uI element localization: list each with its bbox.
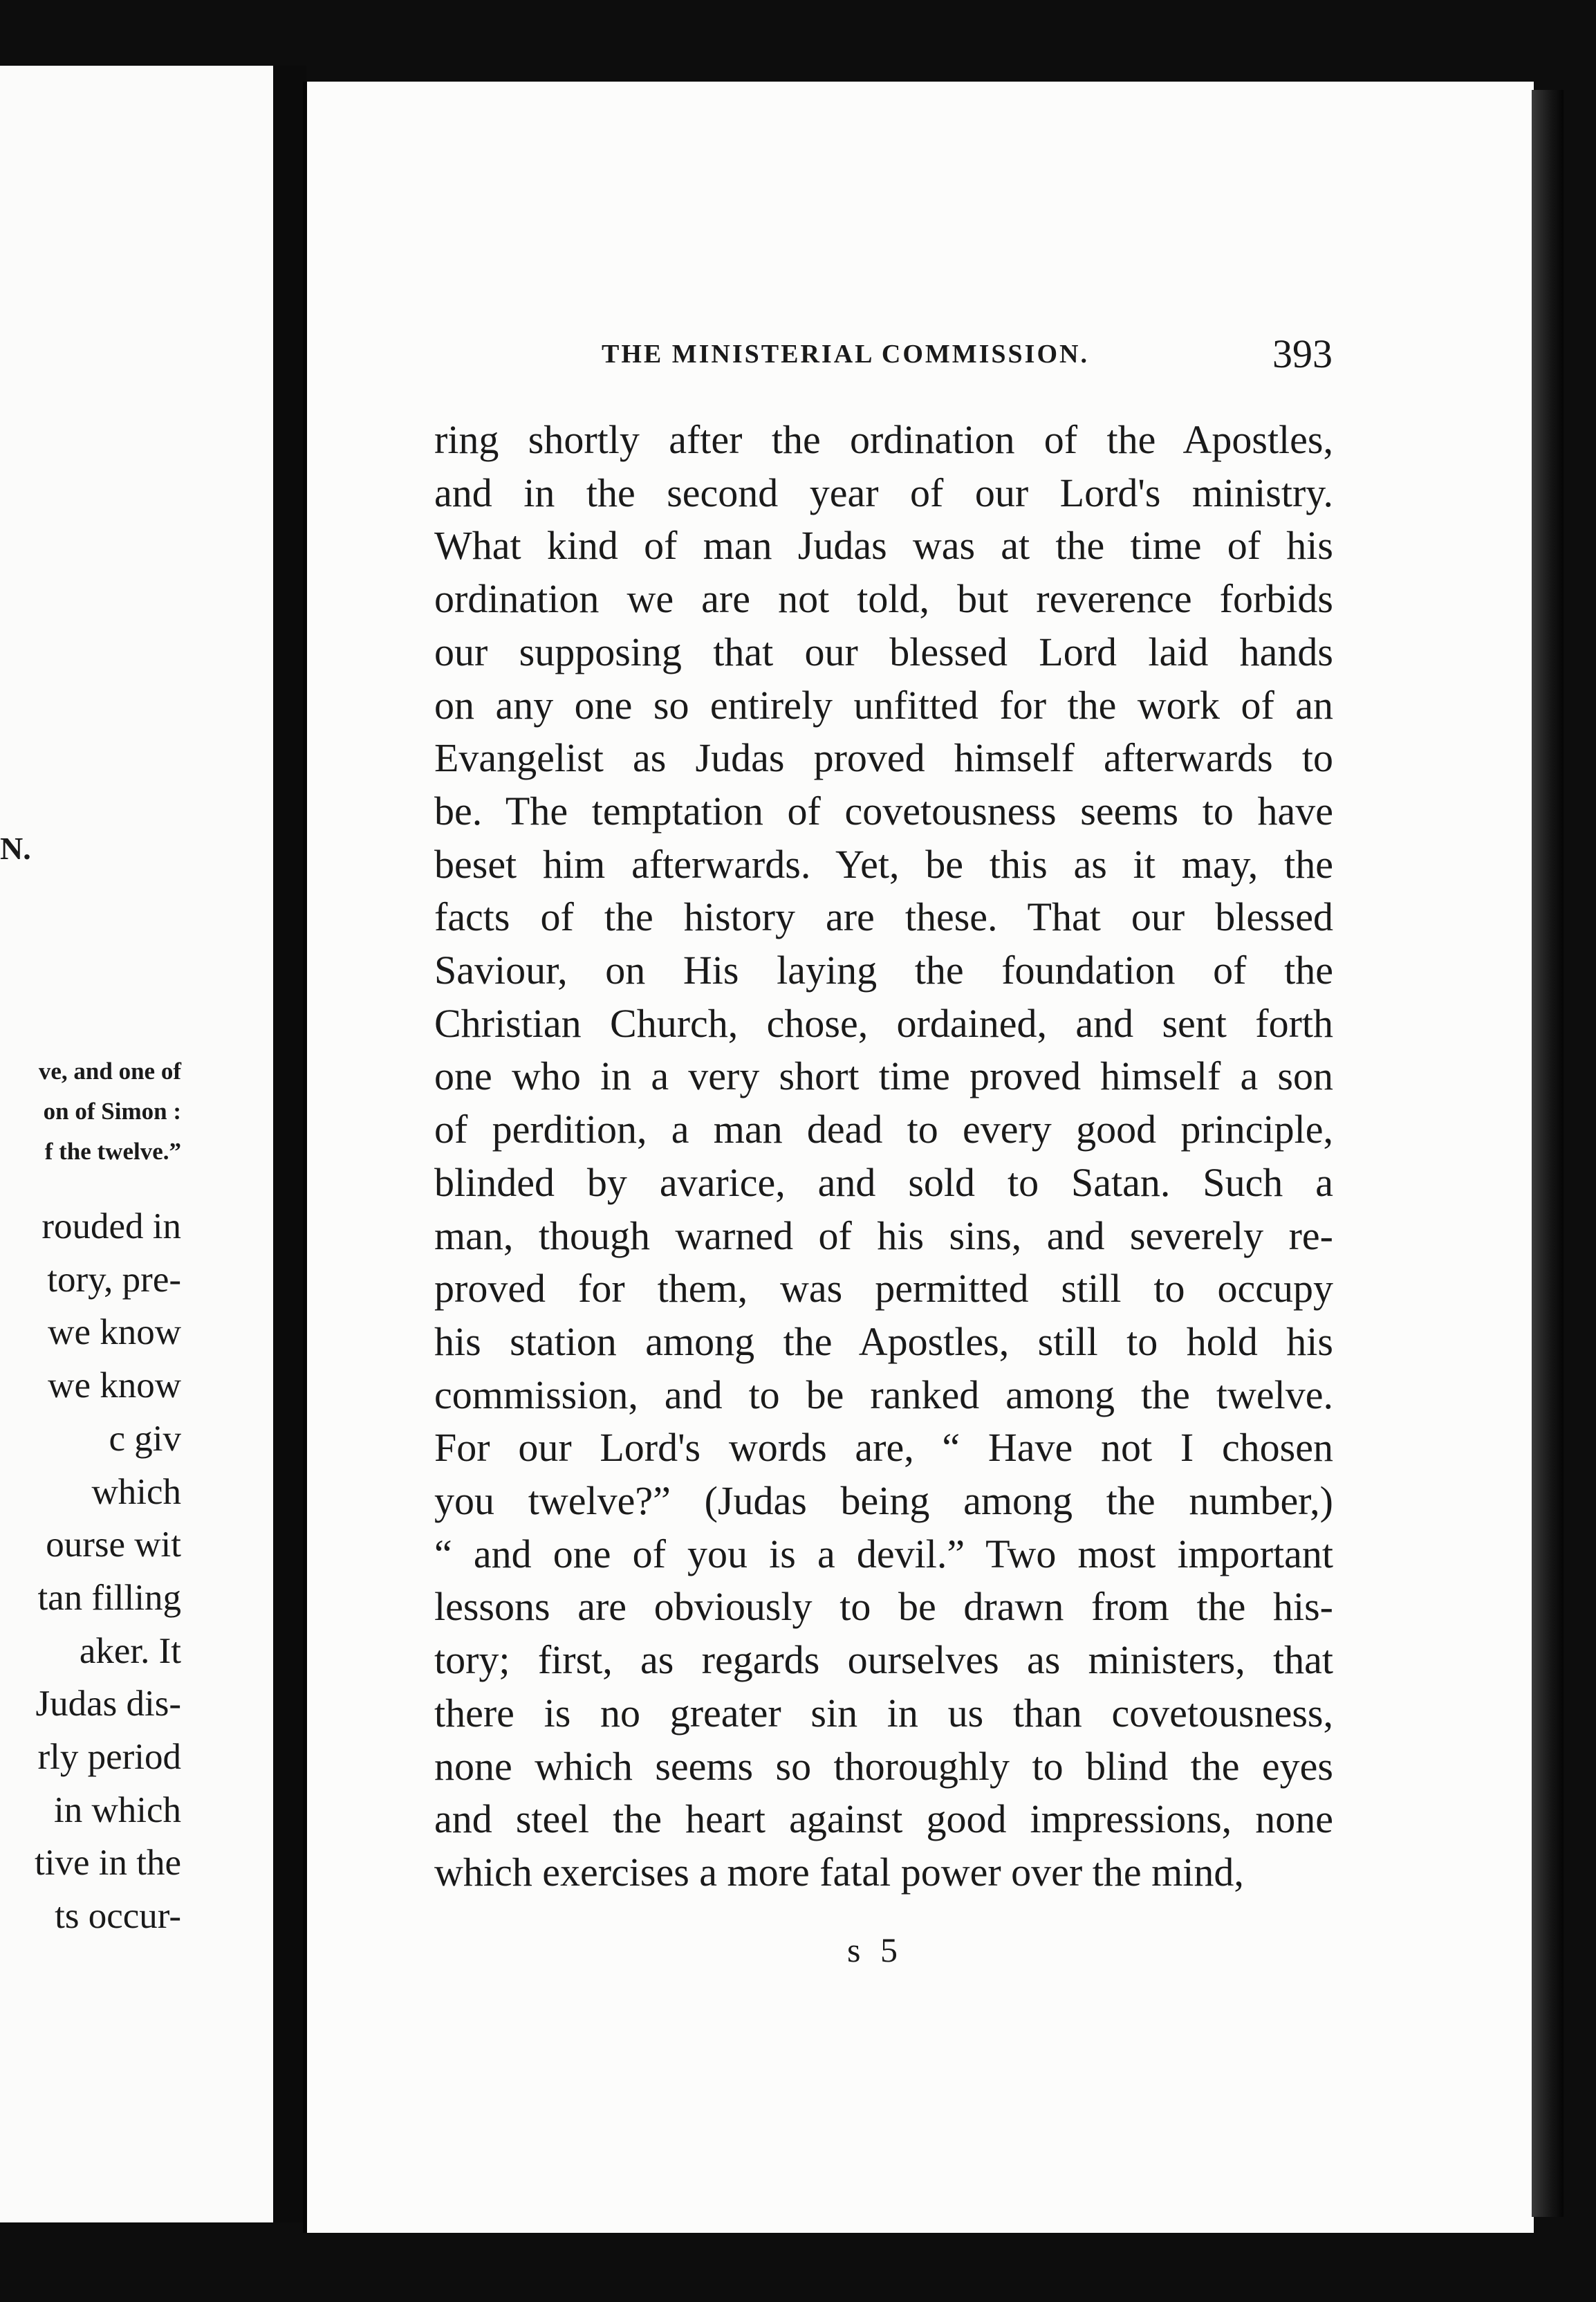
text-line: Christian Church, chose, ordained, and sent forth	[434, 1000, 1333, 1046]
left-text-line: aker. It	[79, 1630, 181, 1671]
text-line: For our Lord's words are, “ Have not I chosen	[434, 1425, 1333, 1471]
text-line: proved for them, was permitted still to occupy	[434, 1266, 1333, 1311]
text-line: and in the second year of our Lord's ministry.	[434, 470, 1333, 515]
text-line: What kind of man Judas was at the time of his	[434, 523, 1333, 569]
text-line: none which seems so thoroughly to blind the eyes	[434, 1743, 1333, 1789]
text-line: man, though warned of his sins, and severely re-	[434, 1213, 1333, 1258]
text-line: Saviour, on His laying the foundation of the	[434, 948, 1333, 993]
text-line: blinded by avarice, and sold to Satan. Such a	[434, 1159, 1333, 1205]
left-page-fragment: N.	[0, 831, 31, 866]
text-line: beset him afterwards. Yet, be this as it may, the	[434, 841, 1333, 887]
left-footnote-line: f the twelve.”	[44, 1138, 181, 1165]
text-line: commission, and to be ranked among the twelve.	[434, 1372, 1333, 1417]
left-text-line: tan filling	[37, 1577, 181, 1618]
text-line: one who in a very short time proved himself a son	[434, 1053, 1333, 1099]
text-line: Evangelist as Judas proved himself afterwards to	[434, 735, 1333, 781]
left-text-line: ts occur-	[55, 1896, 181, 1937]
left-text-line: tory, pre-	[47, 1259, 181, 1300]
left-text-line: in which	[54, 1789, 181, 1830]
page-edge-shadow	[1532, 90, 1563, 2217]
left-text-line: tive in the	[35, 1843, 181, 1884]
text-line: his station among the Apostles, still to hold his	[434, 1318, 1333, 1364]
text-line: ring shortly after the ordination of the Apostles,	[434, 417, 1333, 462]
left-text-line: rouded in	[41, 1206, 181, 1246]
text-line: there is no greater sin in us than covetousness,	[434, 1690, 1333, 1735]
text-line: be. The temptation of covetousness seems to have	[434, 788, 1333, 834]
left-text-line: ourse wit	[46, 1525, 181, 1565]
left-text-line: Judas dis-	[35, 1684, 181, 1724]
running-head: THE MINISTERIAL COMMISSION.	[602, 340, 1089, 369]
left-footnote-line: on of Simon :	[43, 1098, 181, 1125]
text-line: facts of the history are these. That our blessed	[434, 894, 1333, 940]
left-text-line: we know	[48, 1312, 181, 1353]
signature-mark: s 5	[847, 1931, 903, 1969]
page-number: 393	[1272, 331, 1333, 376]
text-line: “ and one of you is a devil.” Two most important	[434, 1531, 1333, 1576]
left-page	[0, 66, 285, 2222]
left-text-line: which	[91, 1471, 181, 1512]
book-gutter	[273, 66, 306, 2222]
left-page-footnote	[0, 1051, 181, 1172]
text-line: ordination we are not told, but reverence forbids	[434, 576, 1333, 622]
left-text-line: c giv	[109, 1418, 181, 1459]
left-footnote-line: ve, and one of	[38, 1058, 181, 1085]
text-line: of perdition, a man dead to every good principle,	[434, 1107, 1333, 1152]
left-text-line: we know	[48, 1365, 181, 1406]
text-line: lessons are obviously to be drawn from the his-	[434, 1584, 1333, 1630]
text-line: tory; first, as regards ourselves as ministers, that	[434, 1637, 1333, 1683]
body-text	[434, 414, 1333, 1899]
text-line: our supposing that our blessed Lord laid hands	[434, 629, 1333, 674]
left-text-line: rly period	[37, 1737, 181, 1778]
text-line: you twelve?” (Judas being among the number,)	[434, 1478, 1333, 1524]
left-page-text	[0, 1200, 181, 1943]
text-line: on any one so entirely unfitted for the work of an	[434, 682, 1333, 728]
text-line: and steel the heart against good impressions, none	[434, 1796, 1333, 1842]
text-line: which exercises a more fatal power over the mind,	[434, 1849, 1244, 1895]
